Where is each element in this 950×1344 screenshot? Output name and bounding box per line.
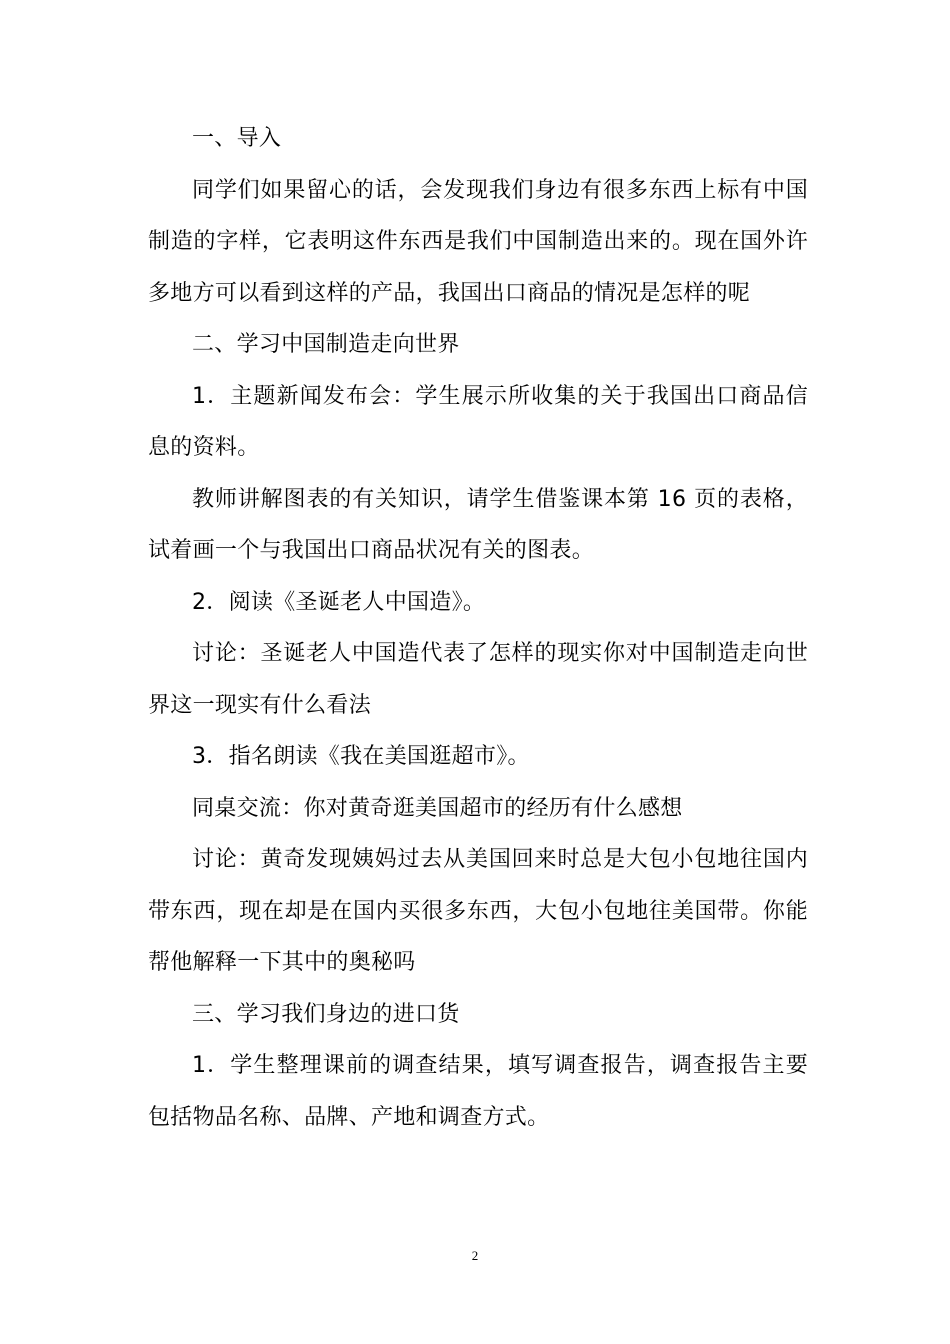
paragraph-discussion-santa: 讨论：圣诞老人中国造代表了怎样的现实你对中国制造走向世界这一现实有什么看法: [148, 641, 808, 718]
paragraph-desk-mate-exchange: 同桌交流：你对黄奇逛美国超市的经历有什么感想: [192, 795, 683, 821]
document-body: [148, 113, 808, 1143]
paragraph-discussion-huangqi: 讨论：黄奇发现姨妈过去从美国回来时总是大包小包地往国内带东西，现在却是在国内买很多东西，大包小包地往美国带。你能帮他解释一下其中的奥秘吗: [148, 847, 808, 975]
section-heading-imports: 三、学习我们身边的进口货: [192, 1001, 460, 1027]
section-heading-made-in-china: 二、学习中国制造走向世界: [192, 332, 460, 357]
paragraph-reading-supermarket: 3．指名朗读《我在美国逛超市》。: [192, 744, 530, 769]
paragraph-reading-santa: 2．阅读《圣诞老人中国造》。: [192, 589, 486, 615]
paragraph-survey-report: 1．学生整理课前的调查结果，填写调查报告，调查报告主要包括物品名称、品牌、产地和调查方式。: [148, 1053, 808, 1130]
paragraph-teacher-chart: 教师讲解图表的有关知识，请学生借鉴课本第 16 页的表格，试着画一个与我国出口商品状况有关的图表。: [148, 486, 808, 563]
page-number: 2: [471, 1248, 479, 1263]
paragraph-news-conference: 1．主题新闻发布会：学生展示所收集的关于我国出口商品信息的资料。: [148, 383, 808, 460]
paragraph-intro-text: 同学们如果留心的话，会发现我们身边有很多东西上标有中国制造的字样，它表明这件东西是我们中国制造出来的。现在国外许多地方可以看到这样的产品，我国出口商品的情况是怎样的呢: [148, 177, 808, 306]
section-heading-intro: 一、导入: [192, 126, 282, 151]
